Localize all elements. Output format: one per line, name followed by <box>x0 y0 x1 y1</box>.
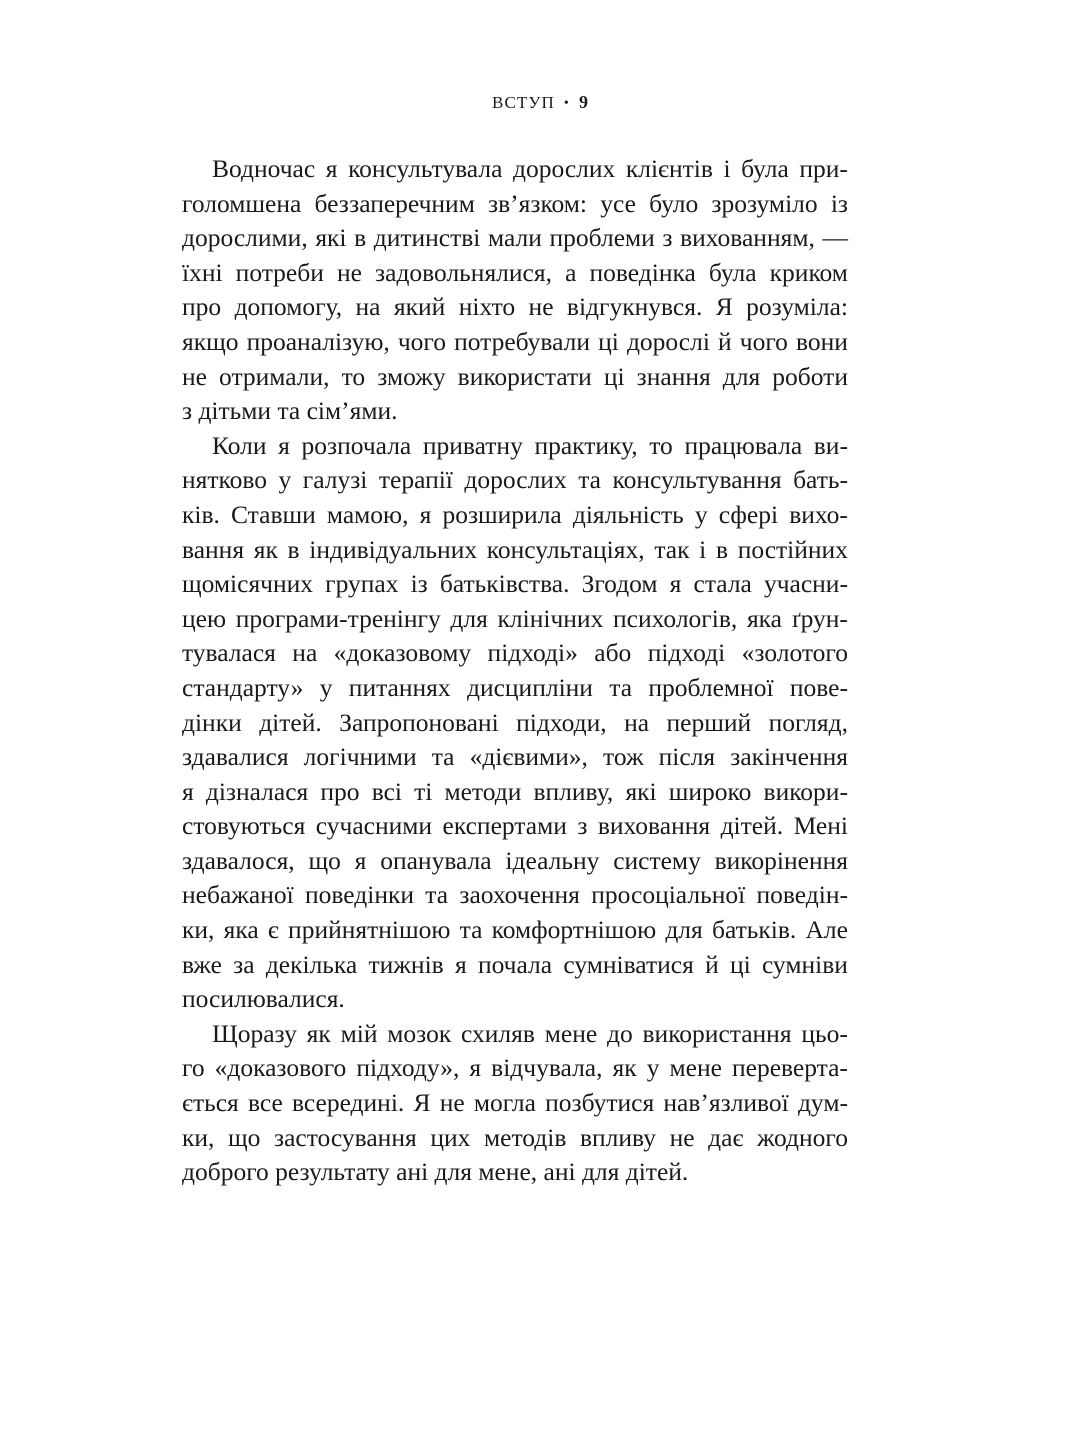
word: так <box>654 534 690 564</box>
word: ки, <box>182 1122 215 1152</box>
text-line <box>182 636 848 671</box>
word: тижнів <box>368 949 444 979</box>
word: сучасними <box>315 811 433 841</box>
word: постійних <box>737 534 848 564</box>
word: схиляв <box>461 1018 535 1048</box>
paragraph <box>182 1017 848 1190</box>
word: дорослі <box>626 326 710 356</box>
word: не <box>182 361 207 391</box>
word: підходи, <box>516 707 607 737</box>
word: Щоразу <box>212 1018 297 1048</box>
word: го <box>182 1053 205 1083</box>
word: задовольнялися, <box>375 257 552 287</box>
word: ґрун- <box>791 603 848 633</box>
text-line <box>182 360 848 395</box>
word: я <box>669 569 682 599</box>
word: з дітьми та сім’ями. <box>182 396 398 426</box>
word: для <box>665 915 703 945</box>
word: потреби <box>235 257 324 287</box>
word: про <box>320 776 360 806</box>
word: криком <box>769 257 848 287</box>
word: закінчення <box>730 742 848 772</box>
word: та <box>459 915 483 945</box>
word: і <box>723 154 731 183</box>
word: систему <box>613 845 701 875</box>
word: отримали, <box>219 361 330 391</box>
word: беззаперечним <box>314 188 475 218</box>
text-line <box>182 878 848 913</box>
body-text-block <box>182 152 848 1190</box>
word: проаналізую, <box>246 326 390 356</box>
word: мене <box>544 1018 598 1048</box>
word: а <box>565 257 577 287</box>
word: мали <box>488 223 542 253</box>
text-line <box>182 1121 848 1156</box>
word: з <box>662 223 673 253</box>
text-line <box>182 325 848 360</box>
word: й <box>718 326 732 356</box>
word: консультування <box>612 465 782 495</box>
word: методів <box>483 1122 567 1152</box>
text-line <box>182 498 848 533</box>
word: ці <box>603 361 625 391</box>
paragraph <box>182 152 848 429</box>
page-number: 9 <box>578 92 588 112</box>
word: я <box>278 430 290 460</box>
word: не <box>336 257 362 287</box>
word: на <box>292 638 318 668</box>
word: логічними <box>303 742 417 772</box>
word: розуміла: <box>746 292 848 322</box>
word: ки, <box>182 915 215 945</box>
word: на <box>355 292 381 322</box>
word: перший <box>666 707 752 737</box>
text-line <box>182 809 848 844</box>
word: бать- <box>793 465 848 495</box>
word: батьків. <box>711 915 797 945</box>
word: ці <box>729 949 751 979</box>
word: підході» <box>487 638 578 668</box>
text-line <box>182 429 848 464</box>
word: як <box>612 1053 637 1083</box>
text-line <box>182 1051 848 1086</box>
word: вання <box>182 534 245 564</box>
word: переверта- <box>731 1053 848 1083</box>
word: прийнятнішою <box>288 915 451 945</box>
word: сумніви <box>761 949 848 979</box>
word: який <box>393 292 446 322</box>
word: якщо <box>182 326 239 356</box>
word: було <box>649 188 699 218</box>
word: вже <box>182 949 222 979</box>
text-line <box>182 290 848 325</box>
word: яка <box>746 603 782 633</box>
word: Коли <box>212 430 267 460</box>
word: здавалося, <box>182 845 295 875</box>
word: й <box>705 949 719 979</box>
word: ви- <box>813 430 848 460</box>
word: практику, <box>534 430 638 460</box>
word: цею <box>182 603 227 633</box>
text-line <box>182 1155 848 1190</box>
word: що <box>228 1122 261 1152</box>
word: галузі <box>302 465 368 495</box>
word: допомогу, <box>234 292 343 322</box>
word: стандарту» <box>182 672 304 702</box>
word: яка <box>223 915 259 945</box>
word: дитинстві <box>373 223 481 253</box>
word: заохочення <box>459 880 580 910</box>
word: дітей. <box>259 707 322 737</box>
paragraph <box>182 429 848 1017</box>
running-head-chapter-label: ВСТУП <box>492 93 555 112</box>
word: ків. <box>182 499 220 529</box>
word: могла <box>473 1088 536 1118</box>
text-line <box>182 394 848 429</box>
word: «доказовому <box>333 638 472 668</box>
word: ідеальну <box>505 845 600 875</box>
word: почала <box>477 949 553 979</box>
word: розширила <box>442 499 562 529</box>
text-line <box>182 913 848 948</box>
word: як <box>306 1018 331 1048</box>
word: вихо- <box>789 499 848 529</box>
word: відгукнувся. <box>566 292 703 322</box>
word: мене <box>669 1053 722 1083</box>
word: групах <box>325 569 399 599</box>
word: погляд, <box>768 707 848 737</box>
word: і <box>699 534 707 564</box>
word: щомісячних <box>182 569 314 599</box>
word: посилювалися. <box>182 984 345 1014</box>
word: працювала <box>684 430 803 460</box>
word: голомшена <box>182 188 302 218</box>
word: я <box>325 154 338 183</box>
word: в <box>354 223 367 253</box>
word: для <box>450 603 488 633</box>
word: проблемної <box>648 672 774 702</box>
word: виховання <box>597 811 711 841</box>
word: консультаціях, <box>486 534 645 564</box>
word: цьо- <box>801 1018 848 1048</box>
word: у <box>694 499 708 529</box>
word: тувалася <box>182 638 276 668</box>
word: терапії <box>378 465 453 495</box>
word: застосування <box>274 1122 417 1152</box>
word: жодного <box>757 1122 848 1152</box>
word: доброго результату ані для мене, ані для дітей. <box>182 1157 689 1187</box>
word: ється <box>182 1088 239 1118</box>
word: чого <box>397 326 447 356</box>
word: ніхто <box>458 292 516 322</box>
word: у <box>319 672 333 702</box>
text-line <box>182 844 848 879</box>
word: за <box>233 949 255 979</box>
word: поведінки <box>304 880 414 910</box>
word: дисципліни <box>466 672 593 702</box>
word: зможу <box>377 361 446 391</box>
word: підході <box>647 638 726 668</box>
word: на <box>624 707 650 737</box>
word: програми-тренінгу <box>235 603 441 633</box>
text-line <box>182 1086 848 1121</box>
word: відчувала, <box>491 1053 603 1083</box>
word: я <box>469 1053 482 1083</box>
word: використати <box>457 361 592 391</box>
word: «золотого <box>741 638 848 668</box>
word: вони <box>796 326 848 356</box>
text-line <box>182 706 848 741</box>
word: учасни- <box>763 569 848 599</box>
word: клієнтів <box>625 154 713 183</box>
word: індивідуальних <box>309 534 478 564</box>
word: дум- <box>797 1088 848 1118</box>
word: нятково <box>182 465 267 495</box>
word: усе <box>600 188 636 218</box>
word: дорослих <box>512 154 616 183</box>
word: та <box>425 880 449 910</box>
text-line <box>182 740 848 775</box>
word: я <box>182 776 194 806</box>
word: дінки <box>182 707 242 737</box>
word: не <box>439 1088 465 1118</box>
word: та <box>431 742 455 772</box>
word: розпочала <box>301 430 412 460</box>
word: Я <box>715 292 733 322</box>
word: приватну <box>422 430 523 460</box>
word: після <box>658 742 716 772</box>
word: знання <box>636 361 711 391</box>
text-line <box>182 671 848 706</box>
word: в <box>715 534 728 564</box>
word: всі <box>371 776 402 806</box>
word: нав’язливої <box>663 1088 789 1118</box>
text-line <box>182 567 848 602</box>
word: то <box>341 361 366 391</box>
word: дорослих <box>464 465 567 495</box>
word: із <box>830 188 848 218</box>
text-line <box>182 1017 848 1052</box>
word: які <box>625 776 657 806</box>
word: ці <box>598 326 619 356</box>
word: питаннях <box>348 672 451 702</box>
word: мозок <box>387 1018 452 1048</box>
word: та <box>609 672 633 702</box>
running-head <box>0 92 1080 113</box>
word: експертами <box>442 811 567 841</box>
word: Мені <box>793 811 848 841</box>
word: використання <box>642 1018 792 1048</box>
word: стала <box>693 569 752 599</box>
word: тож <box>603 742 644 772</box>
text-line <box>182 948 848 983</box>
word: в <box>287 534 300 564</box>
word: проблеми <box>549 223 655 253</box>
word: для <box>722 361 761 391</box>
word: я <box>454 949 467 979</box>
text-line <box>182 982 848 1017</box>
word: викорінення <box>714 845 848 875</box>
word: комфортнішою <box>491 915 657 945</box>
word: не <box>528 292 554 322</box>
word: потребували <box>454 326 591 356</box>
text-line <box>182 221 848 256</box>
word: дізналася <box>205 776 309 806</box>
word: є <box>267 915 279 945</box>
word: з <box>577 811 588 841</box>
word: впливу, <box>533 776 614 806</box>
word: зв’язком: <box>488 188 588 218</box>
word: які <box>315 223 347 253</box>
word: поведінка <box>589 257 696 287</box>
word: я <box>354 845 367 875</box>
word: зрозуміло <box>711 188 818 218</box>
word: Але <box>805 915 848 945</box>
word: не <box>669 1122 695 1152</box>
text-line <box>182 533 848 568</box>
word: мій <box>340 1018 378 1048</box>
word: методи <box>444 776 522 806</box>
word: викори- <box>763 776 848 806</box>
word: консультувала <box>348 154 503 183</box>
text-line <box>182 256 848 291</box>
word: із <box>410 569 428 599</box>
word: — <box>822 223 848 253</box>
word: широко <box>668 776 752 806</box>
word: підходу», <box>356 1053 460 1083</box>
text-line <box>182 463 848 498</box>
word: дорослими, <box>182 223 308 253</box>
word: у <box>278 465 292 495</box>
word: про <box>182 292 222 322</box>
word: була <box>708 257 757 287</box>
word: Згодом <box>581 569 658 599</box>
word: клінічних <box>497 603 604 633</box>
word: впливу <box>579 1122 656 1152</box>
word: батьківства. <box>439 569 570 599</box>
word: декілька <box>265 949 358 979</box>
word: пове- <box>789 672 848 702</box>
running-head-separator-bullet: • <box>563 96 570 111</box>
word: як <box>253 534 278 564</box>
word: роботи <box>772 361 848 391</box>
word: та <box>578 465 601 495</box>
word: у <box>646 1053 660 1083</box>
word: Я <box>413 1088 431 1118</box>
word: я <box>419 499 432 529</box>
word: психологів, <box>613 603 738 633</box>
word: дає <box>708 1122 744 1152</box>
word: опанувала <box>380 845 492 875</box>
word: Водночас <box>212 154 316 183</box>
word: «доказового <box>214 1053 347 1083</box>
word: небажаної <box>182 880 294 910</box>
word: Ставши <box>231 499 316 529</box>
word: то <box>649 430 673 460</box>
word: вихованням, <box>680 223 815 253</box>
text-line <box>182 775 848 810</box>
word: просоціальної <box>591 880 746 910</box>
word: ті <box>414 776 433 806</box>
word: що <box>308 845 341 875</box>
text-line <box>182 152 848 187</box>
word: «дієвими», <box>469 742 588 772</box>
word: при- <box>799 154 848 183</box>
word: все <box>247 1088 283 1118</box>
word: була <box>741 154 789 183</box>
word: до <box>606 1018 633 1048</box>
word: позбутися <box>545 1088 655 1118</box>
word: їхні <box>182 257 223 287</box>
word: або <box>594 638 632 668</box>
word: поведін- <box>756 880 848 910</box>
text-line <box>182 187 848 222</box>
word: дітей. <box>720 811 784 841</box>
word: мамою, <box>326 499 409 529</box>
word: здавалися <box>182 742 289 772</box>
word: сумніватися <box>563 949 694 979</box>
word: діяльність <box>572 499 684 529</box>
word: чого <box>739 326 788 356</box>
word: всередині. <box>291 1088 405 1118</box>
word: цих <box>430 1122 471 1152</box>
word: стовуються <box>182 811 306 841</box>
word: сфері <box>718 499 779 529</box>
text-line <box>182 602 848 637</box>
word: Запропоновані <box>339 707 499 737</box>
